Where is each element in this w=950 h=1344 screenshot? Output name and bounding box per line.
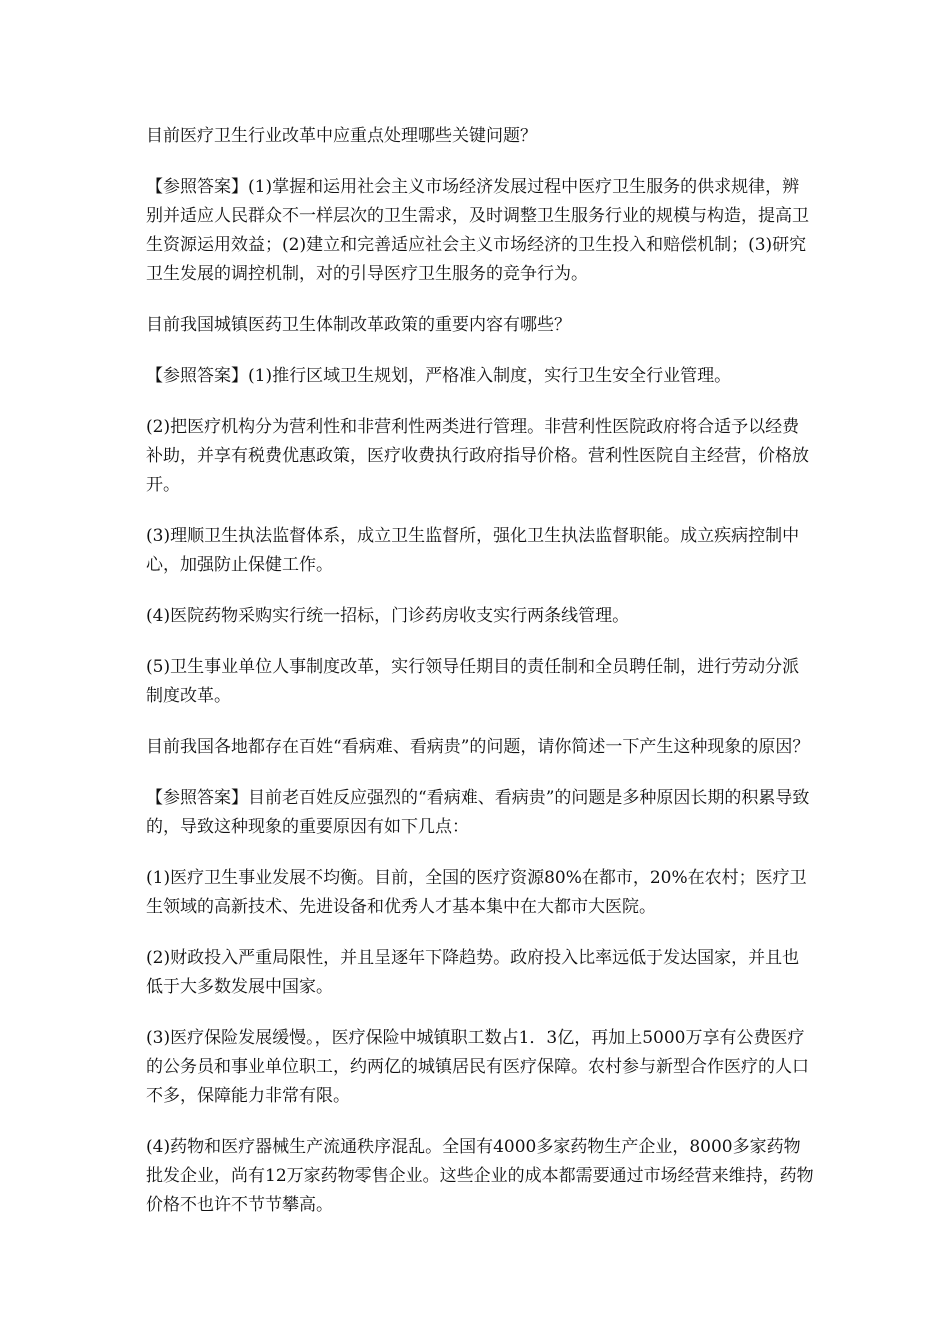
document-body: [146, 122, 816, 1242]
answer-3-item-4: (4)药物和医疗器械生产流通秩序混乱。全国有4000多家药物生产企业，8000多家药物批发企业，尚有12万家药物零售企业。这些企业的成本都需要通过市场经营来维持，药物价格不也许不节节攀高。: [146, 1137, 814, 1215]
answer-3-item-2: (2)财政投入严重局限性，并且呈逐年下降趋势。政府投入比率远低于发达国家，并且也低于大多数发展中国家。: [146, 948, 800, 997]
answer-3-item-1: (1)医疗卫生事业发展不均衡。目前，全国的医疗资源80%在都市，20%在农村；医疗卫生领域的高新技术、先进设备和优秀人才基本集中在大都市大医院。: [146, 868, 807, 917]
answer-2-item-1: 【参照答案】(1)推行区域卫生规划，严格准入制度，实行卫生安全行业管理。: [146, 366, 732, 386]
answer-1: 【参照答案】(1)掌握和运用社会主义市场经济发展过程中医疗卫生服务的供求规律，辨别并适应人民群众不一样层次的卫生需求，及时调整卫生服务行业的规模与构造，提高卫生资源运用效益；(2)建立和完善适应社会主义市场经济的卫生投入和赔偿机制；(3)研究卫生发展的调控机制，对的引导医疗卫生服务的竞争行为。: [146, 177, 809, 284]
question-3: 目前我国各地都存在百姓“看病难、看病贵”的问题，请你简述一下产生这种现象的原因？: [146, 737, 810, 757]
question-2: 目前我国城镇医药卫生体制改革政策的重要内容有哪些？: [146, 315, 571, 335]
answer-2-item-3: (3)理顺卫生执法监督体系，成立卫生监督所，强化卫生执法监督职能。成立疾病控制中心，加强防止保健工作。: [146, 526, 800, 575]
answer-2-item-4: (4)医院药物采购实行统一招标，门诊药房收支实行两条线管理。: [146, 606, 630, 626]
answer-2-item-5: (5)卫生事业单位人事制度改革，实行领导任期目的责任制和全员聘任制，进行劳动分派制度改革。: [146, 657, 800, 706]
answer-2-item-2: (2)把医疗机构分为营利性和非营利性两类进行管理。非营利性医院政府将合适予以经费补助，并享有税费优惠政策，医疗收费执行政府指导价格。营利性医院自主经营，价格放开。: [146, 417, 809, 495]
question-1: 目前医疗卫生行业改革中应重点处理哪些关键问题？: [146, 126, 537, 146]
answer-3-item-3: (3)医疗保险发展缓慢。，医疗保险中城镇职工数占1．3亿，再加上5000万享有公费医疗的公务员和事业单位职工，约两亿的城镇居民有医疗保障。农村参与新型合作医疗的人口不多，保障能力非常有限。: [146, 1028, 809, 1106]
answer-3-intro: 【参照答案】目前老百姓反应强烈的“看病难、看病贵”的问题是多种原因长期的积累导致的，导致这种现象的重要原因有如下几点：: [146, 788, 810, 837]
